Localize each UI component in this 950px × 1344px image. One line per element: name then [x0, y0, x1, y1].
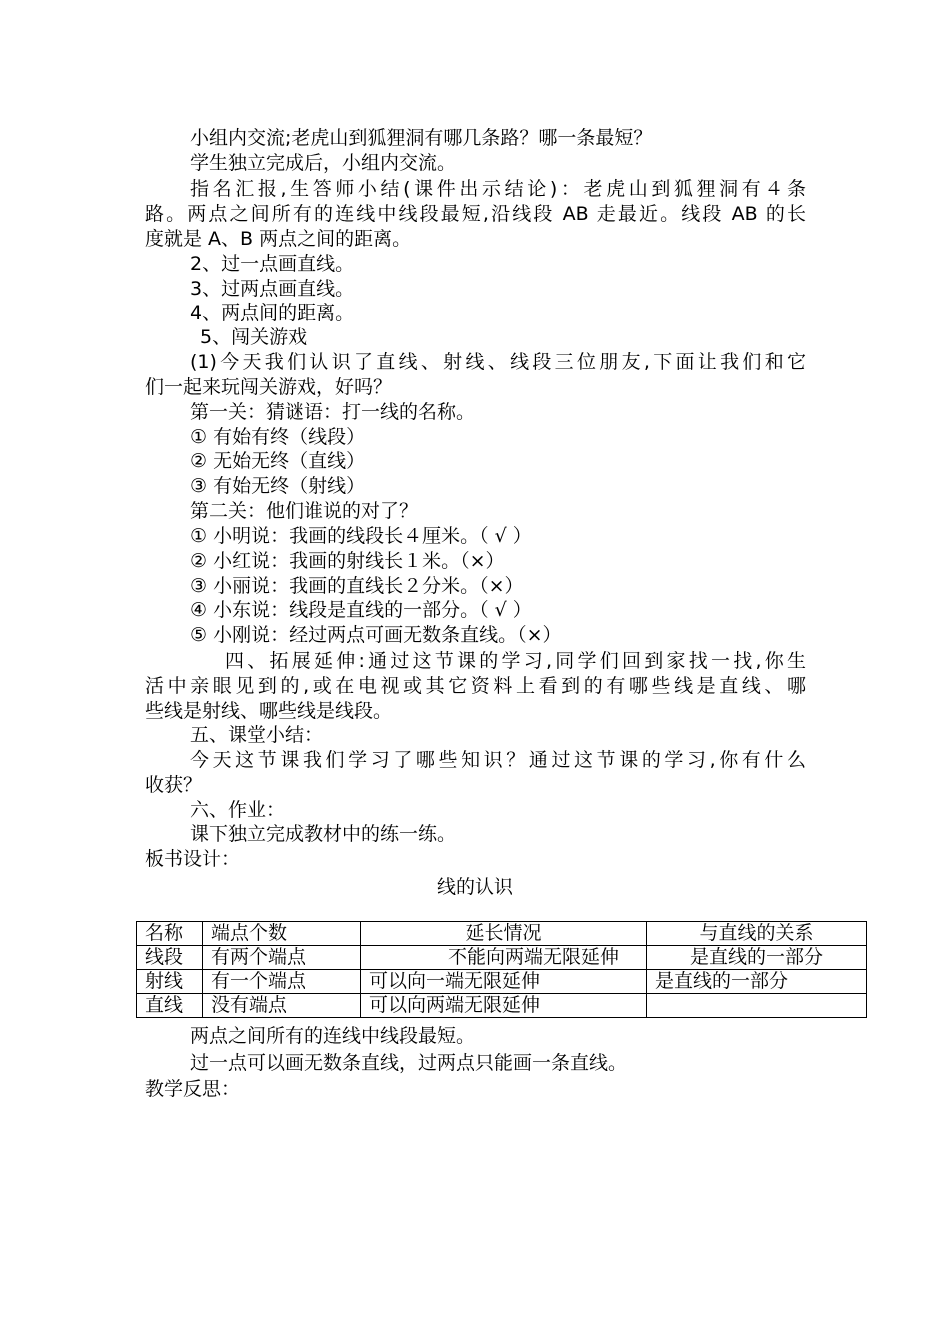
- text-line: 些线是射线、哪些线是线段。: [145, 700, 393, 722]
- text-line: ① 有始有终（线段）: [190, 426, 366, 448]
- text-line: 学生独立完成后，小组内交流。: [190, 152, 457, 174]
- text-line: 四、拓展延伸:通过这节课的学习,同学们回到家找一找,你生: [225, 650, 806, 672]
- table-cell: 有一个端点: [203, 970, 361, 994]
- text-line: 活中亲眼见到的,或在电视或其它资料上看到的有哪些线是直线、哪: [145, 675, 806, 697]
- text-line: 收获？: [145, 774, 203, 796]
- text-line: ② 小红说：我画的射线长１米。（×）: [190, 550, 505, 572]
- text-line: ⑤ 小刚说：经过两点可画无数条直线。（×）: [190, 624, 562, 646]
- table-cell: [647, 994, 867, 1018]
- text-line: 教学反思：: [145, 1078, 241, 1100]
- text-line: 小组内交流;老虎山到狐狸洞有哪几条路？哪一条最短？: [190, 127, 653, 149]
- table-header-row: [137, 922, 867, 946]
- text-line: ② 无始无终（直线）: [190, 450, 366, 472]
- text-line: 3、过两点画直线。: [190, 278, 355, 300]
- text-line: 六、作业：: [190, 799, 286, 821]
- table-header-cell: 与直线的关系: [647, 922, 867, 946]
- text-line: 今天这节课我们学习了哪些知识？通过这节课的学习,你有什么: [190, 749, 806, 771]
- table-cell: 是直线的一部分: [647, 946, 867, 970]
- text-line: 两点之间所有的连线中线段最短。: [190, 1025, 476, 1047]
- table-row: [137, 994, 867, 1018]
- board-title: 线的认识: [436, 876, 513, 898]
- table-row: [137, 946, 867, 970]
- text-line: 板书设计：: [145, 848, 241, 870]
- text-line: 们一起来玩闯关游戏，好吗？: [145, 376, 393, 398]
- text-line: ④ 小东说：线段是直线的一部分。（ √ ）: [190, 599, 532, 621]
- table-header-cell: 延长情况: [361, 922, 647, 946]
- text-line: 第一关：猜谜语：打一线的名称。: [190, 401, 476, 423]
- table-cell: 没有端点: [203, 994, 361, 1018]
- board-table: [136, 921, 867, 1018]
- table-cell: 直线: [137, 994, 203, 1018]
- table-cell: 不能向两端无限延伸: [361, 946, 647, 970]
- text-line: 5、闯关游戏: [200, 326, 308, 348]
- table-cell: 是直线的一部分: [647, 970, 867, 994]
- table-header-cell: 端点个数: [203, 922, 361, 946]
- text-line: ③ 有始无终（射线）: [190, 475, 366, 497]
- table-cell: 线段: [137, 946, 203, 970]
- table-cell: 可以向两端无限延伸: [361, 994, 647, 1018]
- text-line: 4、两点间的距离。: [190, 302, 355, 324]
- text-line: 路。两点之间所有的连线中线段最短,沿线段 AB 走最近。线段 AB 的长: [145, 203, 806, 225]
- text-line: 度就是 A、B 两点之间的距离。: [145, 228, 412, 250]
- table-row: [137, 970, 867, 994]
- table-cell: 射线: [137, 970, 203, 994]
- text-line: 2、过一点画直线。: [190, 253, 355, 275]
- table-cell: 可以向一端无限延伸: [361, 970, 647, 994]
- text-line: 五、课堂小结：: [190, 724, 324, 746]
- text-line: ③ 小丽说：我画的直线长２分米。（×）: [190, 575, 524, 597]
- text-line: 第二关：他们谁说的对了？: [190, 500, 419, 522]
- text-line: ① 小明说：我画的线段长４厘米。（ √ ）: [190, 525, 532, 547]
- table-cell: 有两个端点: [203, 946, 361, 970]
- text-line: 指名汇报,生答师小结(课件出示结论)：老虎山到狐狸洞有４条: [190, 178, 806, 200]
- text-line: (1)今天我们认识了直线、射线、线段三位朋友,下面让我们和它: [190, 351, 806, 373]
- text-line: 过一点可以画无数条直线，过两点只能画一条直线。: [190, 1052, 628, 1074]
- text-line: 课下独立完成教材中的练一练。: [190, 823, 457, 845]
- table-header-cell: 名称: [137, 922, 203, 946]
